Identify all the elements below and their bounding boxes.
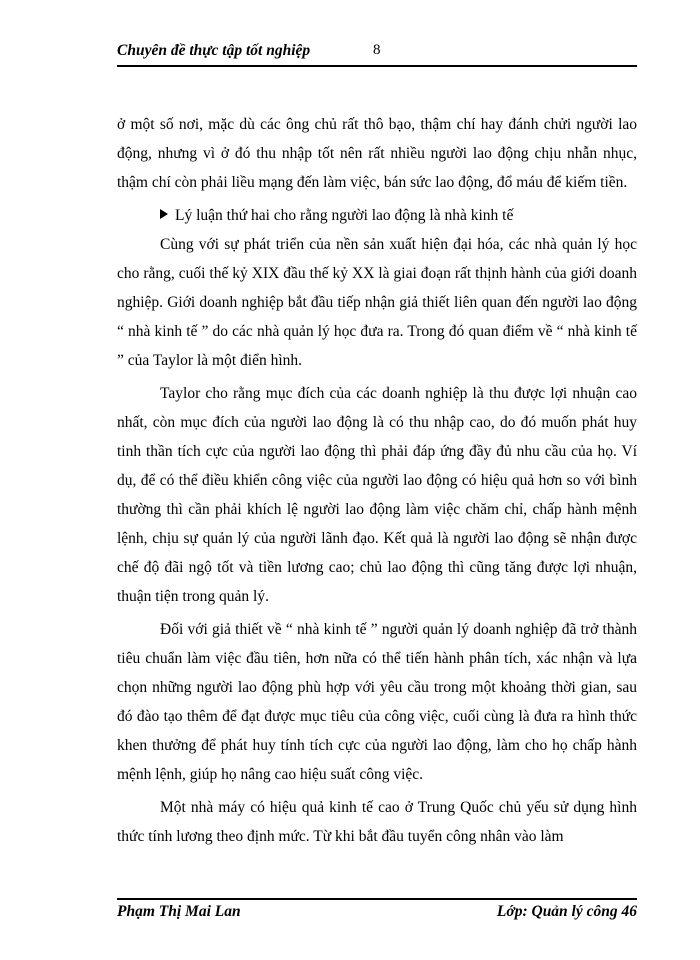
page-footer — [117, 903, 637, 927]
arrow-bullet-icon — [160, 209, 168, 219]
footer-rule — [117, 898, 637, 900]
page-number: 8 — [373, 42, 381, 58]
paragraph: Cùng với sự phát triển của nền sản xuất hiện đại hóa, các nhà quản lý học cho rằng, cuối thế kỷ XIX đầu thế kỷ XX là giai đoạn rất thịnh hành của giới doanh nghiệp. Giới doanh nghiệp bắt đầu tiếp nhận giả thiết liên quan đến người lao động “ nhà kinh tế ” do các nhà quản lý học đưa ra. Trong đó quan điểm về “ nhà kinh tế ” của Taylor là một điển hình. — [117, 236, 637, 369]
bullet-heading-text: Lý luận thứ hai cho rằng người lao động là nhà kinh tế — [175, 207, 514, 224]
document-body — [117, 110, 637, 851]
footer-author: Phạm Thị Mai Lan — [117, 903, 241, 920]
header-title: Chuyên đề thực tập tốt nghiệp — [117, 42, 311, 59]
page-header — [117, 42, 637, 66]
header-rule — [117, 65, 637, 67]
bullet-heading — [117, 201, 637, 230]
paragraph: Một nhà máy có hiệu quả kinh tế cao ở Trung Quốc chủ yếu sử dụng hình thức tính lương theo định mức. Từ khi bắt đầu tuyển công nhân vào làm — [117, 799, 637, 845]
paragraph-continuation: ở một số nơi, mặc dù các ông chủ rất thô bạo, thậm chí hay đánh chửi người lao động, nhưng vì ở đó thu nhập tốt nên rất nhiều người lao động chịu nhẫn nhục, thậm chí còn phải liều mạng đến làm việc, bán sức lao động, đổ máu để kiếm tiền. — [117, 116, 637, 191]
paragraph: Taylor cho rằng mục đích của các doanh nghiệp là thu được lợi nhuận cao nhất, còn mục đích của người lao động là có thu nhập cao, do đó muốn phát huy tinh thần tích cực của người lao động thì phải đáp ứng đầy đủ nhu cầu của họ. Ví dụ, để có thể điều khiển công việc của người lao động có hiệu quả hơn so với bình thường thì cần phải khích lệ người lao động làm việc chăm chỉ, chấp hành mệnh lệnh, chịu sự quản lý của người lãnh đạo. Kết quả là người lao động sẽ nhận được chế độ đãi ngộ tốt và tiền lương cao; chủ lao động thì cũng tăng được lợi nhuận, thuận tiện trong quản lý. — [117, 385, 637, 605]
footer-class: Lớp: Quản lý công 46 — [496, 903, 637, 920]
paragraph: Đối với giả thiết về “ nhà kinh tế ” người quản lý doanh nghiệp đã trở thành tiêu chuẩn làm việc đầu tiên, hơn nữa có thể tiến hành phân tích, xác nhận và lựa chọn những người lao động phù hợp với yêu cầu trong một khoảng thời gian, sau đó đào tạo thêm để đạt được mục tiêu của công việc, cuối cùng là đưa ra hình thức khen thưởng để phát huy tính tích cực của người lao động, làm cho họ chấp hành mệnh lệnh, giúp họ nâng cao hiệu suất công việc. — [117, 621, 637, 783]
